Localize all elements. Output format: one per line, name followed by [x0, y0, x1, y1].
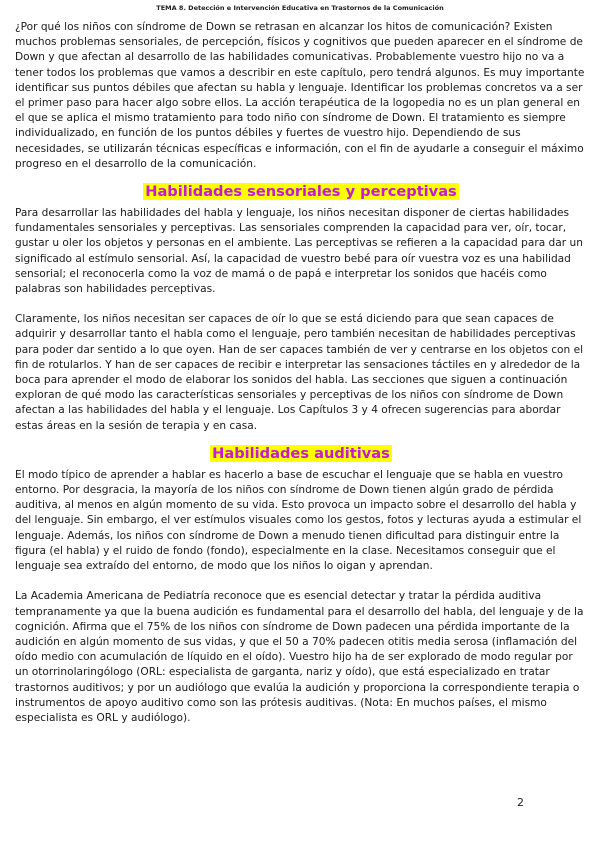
- sensorial-paragraph-1: Para desarrollar las habilidades del habla y lenguaje, los niños necesitan disponer de ciertas habilidades fundamentales sensoriales y perceptivas. Las sensoriales comprenden la capacidad para ver, oír, tocar, gustar u oler los objetos y personas en el ambiente. Las perceptivas se refieren a la capacidad para dar un significado al estímulo sensorial. Así, la capacidad de vuestro bebé para oír vuestra voz es una habilidad sensorial; el reconocerla como la voz de mamá o de papá e interpretar los sonidos que hacéis como palabras son habilidades perceptivas.: [15, 207, 583, 296]
- paragraph-spacer: [15, 297, 587, 312]
- page-number: 2: [517, 796, 524, 809]
- section-heading-sensorial: [15, 181, 587, 202]
- heading-auditivas-text: Habilidades auditivas: [212, 444, 390, 462]
- sensorial-paragraph-2: Claramente, los niños necesitan ser capaces de oír lo que se está diciendo para que sean capaces de adquirir y desarrollar tanto el habla como el lenguaje, pero también necesitan de habilidades perceptivas para poder dar sentido a lo que oyen. Han de ser capaces también de ver y centrarse en los objetos con el fin de rotularlos. Y han de ser capaces de recibir e interpretar las sensaciones táctiles en y alrededor de la boca para aprender el modo de elaborar los sonidos del habla. Las secciones que siguen a continuación exploran de qué modo las características sensoriales y perceptivas de los niños con síndrome de Down afectan a las habilidades del habla y el lenguaje. Los Capítulos 3 y 4 ofrecen sugerencias para abordar estas áreas en la sesión de terapia y en casa.: [15, 313, 584, 432]
- auditivas-paragraph-2: La Academia Americana de Pediatría reconoce que es esencial detectar y tratar la pérdida auditiva tempranamente ya que la buena audición es fundamental para el desarrollo del habla, del lenguaje y de la cognición. Afirma que el 75% de los niños con síndrome de Down padecen una pérdida importante de la audición en algún momento de sus vidas, y que el 50 a 70% padecen otitis media serosa (inflamación del oído medio con acumulación de líquido en el oído). Vuestro hijo ha de ser explorado de modo regular por un otorrinolaringólogo (ORL: especialista de garganta, nariz y oído), que está especializado en tratar trastornos auditivos; y por un audiólogo que evalúa la audición y proporciona la correspondiente terapia o instrumentos de apoyo auditivo como son las prótesis auditivas. (Nota: En muchos países, el mismo especialista es ORL y audiólogo).: [15, 590, 584, 724]
- intro-paragraph: ¿Por qué los niños con síndrome de Down se retrasan en alcanzar los hitos de comunicación? Existen muchos problemas sensoriales, de percepción, físicos y cognitivos que pueden aparecer en el síndrome de Down y que afectan al desarrollo de las habilidades comunicativas. Probablemente vuestro hijo no va a tener todos los problemas que vamos a describir en este capítulo, pero tendrá algunos. Es muy importante identificar sus puntos débiles que afectan su habla y lenguaje. Identificar los problemas concretos va a ser el primer paso para hacer algo sobre ellos. La acción terapéutica de la logopedia no es un plan general en el que se aplica el mismo tratamiento para todo niño con síndrome de Down. El tratamiento es siempre individualizado, en función de los puntos débiles y fuertes de vuestro hijo. Dependiendo de sus necesidades, se utilizarán técnicas específicas e información, con el fin de ayudarle a conseguir el máximo progreso en el desarrollo de la comunicación.: [15, 21, 585, 170]
- auditivas-paragraph-1: El modo típico de aprender a hablar es hacerlo a base de escuchar el lenguaje que se habla en vuestro entorno. Por desgracia, la mayoría de los niños con síndrome de Down tienen algún grado de pérdida auditiva, al menos en algún momento de su vida. Esto provoca un impacto sobre el desarrollo del habla y del lenguaje. Sin embargo, el ver estímulos visuales como los gestos, fotos y lecturas ayuda a estimular el lenguaje. Además, los niños con síndrome de Down a menudo tienen dificultad para distinguir entre la figura (el habla) y el ruido de fondo (fondo), especialmente en la clase. Necesitamos conseguir que el lenguaje sea extraído del entorno, de modo que los niños lo oigan y aprendan.: [15, 468, 582, 573]
- page-content: [15, 20, 587, 726]
- paragraph-spacer: [15, 574, 587, 589]
- section-heading-auditivas: [15, 443, 587, 464]
- running-header: TEMA 8. Detección e Intervención Educativa en Trastornos de la Comunicación: [156, 4, 444, 12]
- heading-sensorial-text: Habilidades sensoriales y perceptivas: [145, 183, 457, 201]
